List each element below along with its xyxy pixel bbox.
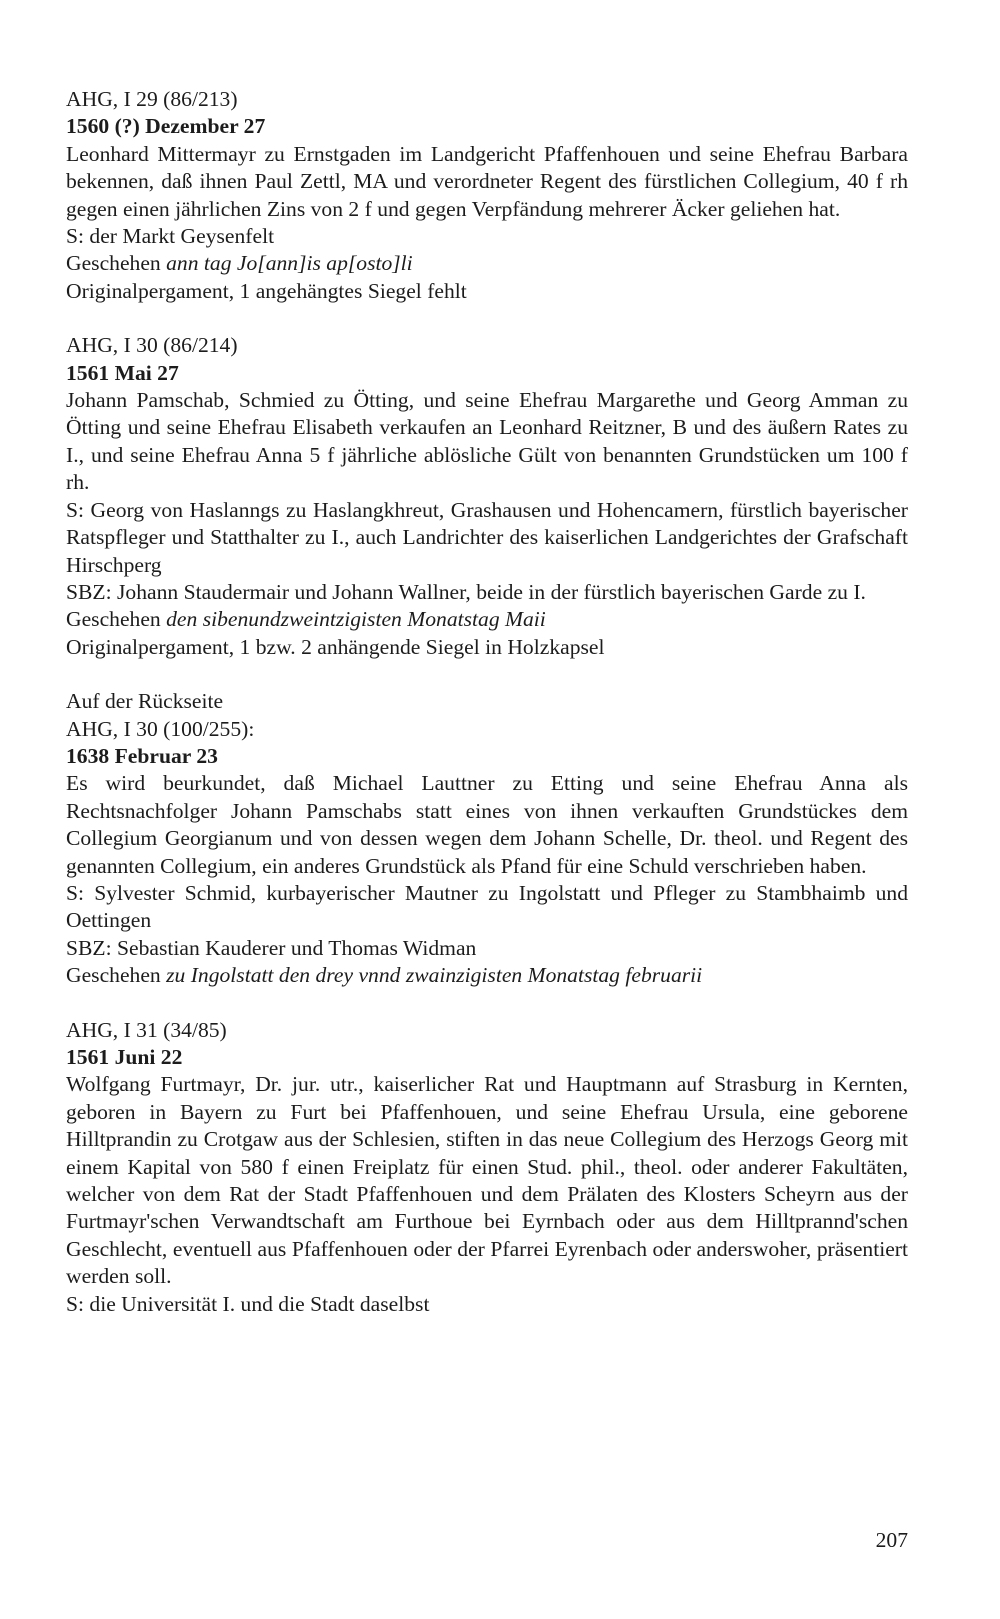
witnesses-line: SBZ: Johann Staudermair und Johann Wallner, beide in der fürstlich bayerischen Garde zu I.: [66, 579, 866, 604]
seal-line: S: Sylvester Schmid, kurbayerischer Mautner zu Ingolstatt und Pfleger zu Stambhaimb und Oettingen: [66, 880, 908, 933]
archive-reference: AHG, I 30 (100/255):: [66, 716, 255, 741]
done-quote: den sibenundzweintzigisten Monatstag Maii: [166, 607, 546, 632]
original-line: Originalpergament, 1 bzw. 2 anhängende Siegel in Holzkapsel: [66, 634, 605, 659]
seal-line: S: der Markt Geysenfelt: [66, 224, 275, 249]
entry-summary: Leonhard Mittermayr zu Ernstgaden im Landgericht Pfaffenhouen und seine Ehefrau Barbara bekennen, daß ihnen Paul Zettl, MA und verordneter Regent des fürstlichen Collegium, 40 f rh gegen einen jährlichen Zins von 2 f und gegen Verpfändung mehrerer Äcker geliehen hat.: [66, 141, 908, 221]
entry-date: 1638 Februar 23: [66, 743, 218, 768]
entry-1: [66, 86, 908, 305]
done-prefix: Geschehen: [66, 607, 167, 632]
entry-summary: Es wird beurkundet, daß Michael Lauttner zu Etting und seine Ehefrau Anna als Rechtsnachfolger Johann Pamschabs statt eines von ihnen verkauften Grundstückes dem Collegium Georgianum und von dessen wegen dem Johann Schelle, Dr. theol. und Regent des genannten Collegium, ein anderes Grundstück als Pfand für eine Schuld verschrieben haben.: [66, 771, 908, 878]
entry-date: 1561 Juni 22: [66, 1045, 183, 1069]
done-quote: zu Ingolstatt den drey vnnd zwainzigisten Monatstag februarii: [166, 963, 703, 988]
entry-summary: Wolfgang Furtmayr, Dr. jur. utr., kaiserlicher Rat und Hauptmann auf Strasburg in Kernten, geboren in Bayern zu Furt bei Pfaffenhouen, und seine Ehefrau Ursula, eine geborene Hilltprandin zu Crotgaw aus der Schlesien, stiften in das neue Collegium des Herzogs Georg mit einem Kapital von 580 f einen Freiplatz für einen Stud. phil., theol. oder anderer Fakultäten, welcher von dem Rat der Stadt Pfaffenhouen und dem Prälaten des Klosters Scheyrn aus der Furtmayr'schen Verwandtschaft am Furthoue bei Eyrnbach oder aus dem Hilltprannd'schen Geschlecht, eventuell aus Pfaffenhouen oder der Pfarrei Eyrenbach oder anderswoher, präsentiert werden soll.: [66, 1072, 908, 1289]
seal-line: S: die Universität I. und die Stadt daselbst: [66, 1291, 430, 1316]
entry-3: [66, 688, 908, 989]
done-prefix: Geschehen: [66, 963, 167, 988]
page-number: 207: [875, 1528, 908, 1552]
done-line: [66, 606, 908, 633]
seal-line: S: Georg von Haslanngs zu Haslangkhreut, Grashausen und Hohencamern, fürstlich bayerischer Ratspfleger und Statthalter zu I., auch Landrichter des kaiserlichen Landgerichtes der Grafschaft Hirschperg: [66, 497, 908, 577]
entry-date: 1561 Mai 27: [66, 360, 179, 385]
done-line: [66, 250, 908, 277]
entry-4: [66, 1017, 908, 1318]
entry-date: 1560 (?) Dezember 27: [66, 114, 266, 139]
witnesses-line: SBZ: Sebastian Kauderer und Thomas Widman: [66, 935, 477, 960]
archive-reference: AHG, I 29 (86/213): [66, 87, 238, 111]
archive-reference: AHG, I 30 (86/214): [66, 333, 238, 358]
archive-reference: AHG, I 31 (34/85): [66, 1017, 227, 1042]
document-page: [66, 86, 908, 1318]
reverse-side-note: Auf der Rückseite: [66, 689, 224, 714]
entry-summary: Johann Pamschab, Schmied zu Ötting, und seine Ehefrau Margarethe und Georg Amman zu Ötting und seine Ehefrau Elisabeth verkaufen an Leonhard Reitzner, B und des äußern Rates zu I., und seine Ehefrau Anna 5 f jährliche ablösliche Gült von benannten Grundstücken um 100 f rh.: [66, 388, 908, 495]
entry-2: [66, 332, 908, 661]
done-line: [66, 962, 908, 989]
original-line: Originalpergament, 1 angehängtes Siegel fehlt: [66, 278, 467, 303]
done-prefix: Geschehen: [66, 251, 167, 276]
done-quote: ann tag Jo[ann]is ap[osto]li: [166, 251, 413, 276]
